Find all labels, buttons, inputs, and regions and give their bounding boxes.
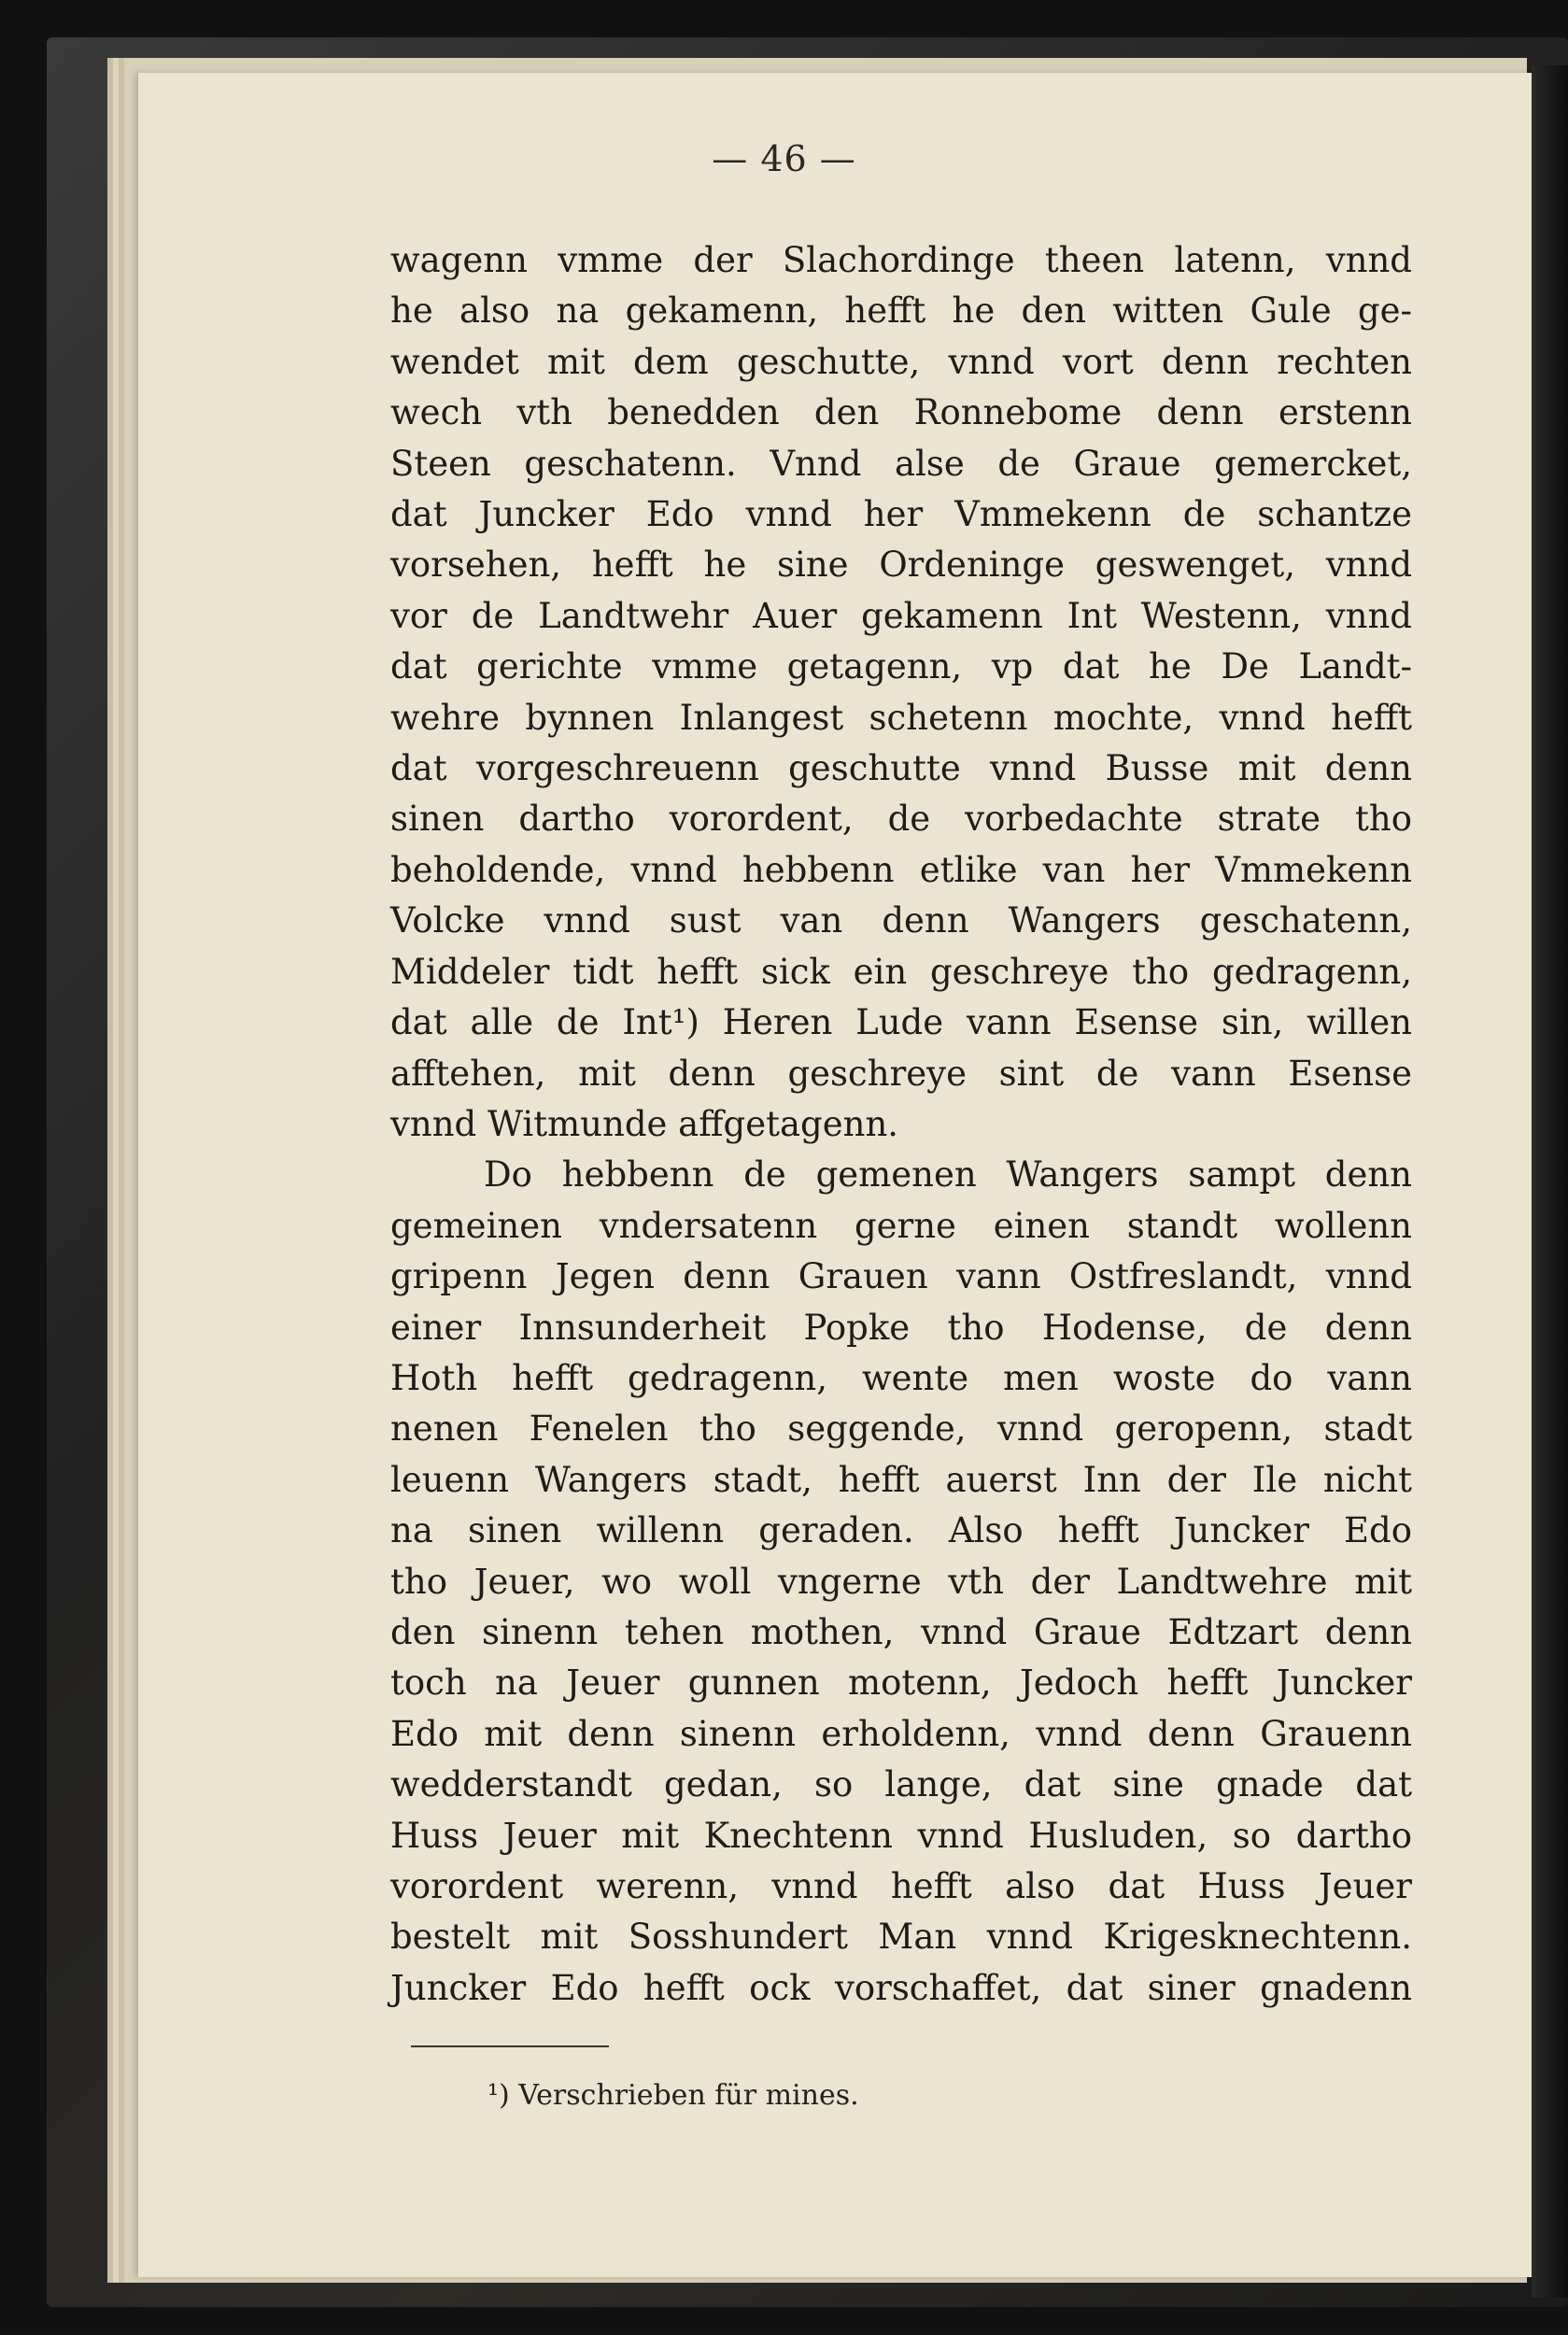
text-line: Do hebbenn de gemenen Wangers sampt denn <box>484 1154 1412 1196</box>
text-line: gemeinen vndersatenn gerne einen standt wollenn <box>390 1205 1412 1246</box>
text-line: afftehen, mit denn geschreye sint de vann Esense <box>390 1053 1412 1094</box>
text-line: dat alle de Int¹) Heren Lude vann Esense sin, willen <box>390 1002 1412 1043</box>
footnote-divider <box>411 2045 609 2047</box>
text-line: vor de Landtwehr Auer gekamenn Int Westenn, vnnd <box>390 595 1412 636</box>
text-line: vnnd Witmunde affgetagenn. <box>390 1103 899 1144</box>
text-line: Juncker Edo hefft ock vorschaffet, dat siner gnadenn <box>390 1967 1412 2008</box>
text-line: toch na Jeuer gunnen motenn, Jedoch hefft Juncker <box>390 1663 1412 1704</box>
text-line: Volcke vnnd sust van denn Wangers geschatenn, <box>390 900 1412 941</box>
book-gutter <box>1532 65 1568 2298</box>
text-line: einer Innsunderheit Popke tho Hodense, de denn <box>390 1307 1412 1348</box>
text-line: beholdende, vnnd hebbenn etlike van her Vmmekenn <box>390 849 1412 890</box>
text-line: dat Juncker Edo vnnd her Vmmekenn de schantze <box>390 494 1412 535</box>
body-text <box>390 235 1412 2014</box>
text-line: Middeler tidt hefft sick ein geschreye tho gedragenn, <box>390 951 1412 992</box>
text-line: Edo mit denn sinenn erholdenn, vnnd denn Grauenn <box>390 1713 1412 1754</box>
text-line: Hoth hefft gedragenn, wente men woste do vann <box>390 1357 1412 1398</box>
text-line: Huss Jeuer mit Knechtenn vnnd Husluden, so dartho <box>390 1815 1412 1856</box>
text-line: tho Jeuer, wo woll vngerne vth der Landtwehre mit <box>390 1561 1412 1602</box>
text-line: dat gerichte vmme getagenn, vp dat he De Landt- <box>390 646 1412 687</box>
text-line: den sinenn tehen mothen, vnnd Graue Edtzart denn <box>390 1611 1412 1652</box>
text-line: na sinen willenn geraden. Also hefft Juncker Edo <box>390 1510 1412 1551</box>
footnote: ¹) Verschrieben für mines. <box>487 2079 859 2112</box>
text-line: Steen geschatenn. Vnnd alse de Graue gemercket, <box>390 443 1412 484</box>
text-line: dat vorgeschreuenn geschutte vnnd Busse mit denn <box>390 748 1412 789</box>
text-line: vorordent werenn, vnnd hefft also dat Huss Jeuer <box>390 1866 1412 1906</box>
page-number: — 46 — <box>712 138 856 179</box>
text-line: bestelt mit Sosshundert Man vnnd Krigesknechtenn. <box>390 1917 1412 1958</box>
text-line: gripenn Jegen denn Grauen vann Ostfreslandt, vnnd <box>390 1256 1412 1297</box>
text-line: wehre bynnen Inlangest schetenn mochte, vnnd hefft <box>390 697 1412 738</box>
text-line: he also na gekamenn, hefft he den witten Gule ge- <box>390 290 1412 332</box>
text-line: wendet mit dem geschutte, vnnd vort denn rechten <box>390 341 1412 382</box>
text-line: wedderstandt gedan, so lange, dat sine gnade dat <box>390 1764 1412 1805</box>
text-line: wagenn vmme der Slachordinge theen latenn, vnnd <box>390 240 1412 280</box>
text-line: wech vth benedden den Ronnebome denn erstenn <box>390 392 1412 433</box>
text-line: leuenn Wangers stadt, hefft auerst Inn der Ile nicht <box>390 1459 1412 1500</box>
text-line: sinen dartho vorordent, de vorbedachte strate tho <box>390 799 1412 840</box>
paragraph-2 <box>390 1150 1412 2014</box>
text-line: vorsehen, hefft he sine Ordeninge geswenget, vnnd <box>390 545 1412 586</box>
text-line: nenen Fenelen tho seggende, vnnd geropenn, stadt <box>390 1408 1412 1450</box>
paragraph-1 <box>390 235 1412 1150</box>
